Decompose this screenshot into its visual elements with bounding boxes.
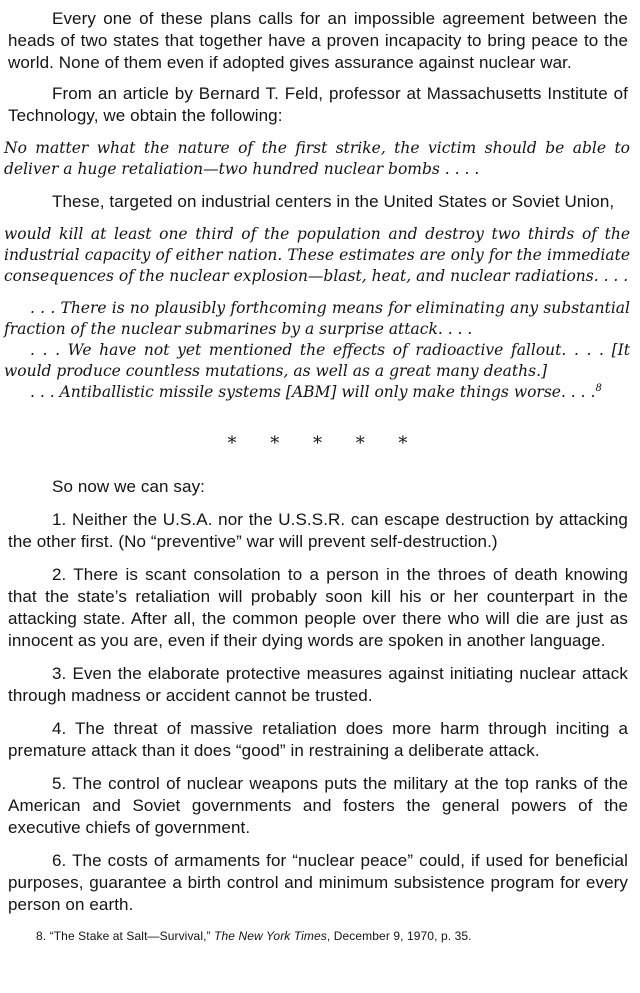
list-item-1: 1. Neither the U.S.A. nor the U.S.S.R. can escape destruction by attacking the other first. (No “preventive” war will prevent self-destruction.) <box>8 510 628 551</box>
list-item-5: 5. The control of nuclear weapons puts the military at the top ranks of the American and Soviet governments and fosters the general powers of the executive chiefs of government. <box>8 774 628 837</box>
footnote-text-pre: “The Stake at Salt—Survival,” <box>46 929 215 943</box>
footnote-number: 8. <box>36 929 47 943</box>
list-item-3: 3. Even the elaborate protective measures against initiating nuclear attack through madness or accident cannot be trusted. <box>8 664 628 705</box>
quote-would-kill: would kill at least one third of the population and destroy two thirds of the industrial capacity of either nation. These estimates are only for the immediate consequences of the nuclear explosion—blast, heat, and nuclear radiations. . . . <box>4 225 630 285</box>
footnote <box>8 929 628 944</box>
list-item-2: 2. There is scant consolation to a person in the throes of death knowing that the state’s retaliation will probably soon kill his or her counterpart in the attacking state. After all, the common people over there who will die are just as innocent as you are, even if their dying words are spoken in another language. <box>8 565 628 650</box>
paragraph-these-targeted: These, targeted on industrial centers in the United States or Soviet Union, <box>52 192 615 211</box>
quote-abm <box>4 382 630 403</box>
quote-submarines: . . . There is no plausibly forthcoming means for eliminating any substantial fraction of the nuclear submarines by a surprise attack. . . . <box>4 299 630 338</box>
quote-fallout: . . . We have not yet mentioned the effects of radioactive fallout. . . . [It would produce countless mutations, as well as a great many deaths.] <box>4 341 630 380</box>
paragraph-feld-intro: From an article by Bernard T. Feld, professor at Massachusetts Institute of Technology, we obtain the following: <box>8 84 628 125</box>
footnote-text-post: , December 9, 1970, p. 35. <box>326 929 472 943</box>
paragraph-so-now: So now we can say: <box>52 477 205 496</box>
footnote-reference: 8 <box>595 382 602 394</box>
quote-abm-text: . . . Antiballistic missile systems [ABM] will only make things worse. . . . <box>30 383 596 401</box>
section-separator: * * * * * <box>227 433 409 454</box>
paragraph-intro: Every one of these plans calls for an impossible agreement between the heads of two states that together have a proven incapacity to bring peace to the world. None of them even if adopted gives assurance against nuclear war. <box>8 9 628 72</box>
list-item-4: 4. The threat of massive retaliation does more harm through inciting a premature attack than it does “good” in restraining a deliberate attack. <box>8 719 628 760</box>
list-item-6: 6. The costs of armaments for “nuclear peace” could, if used for beneficial purposes, guarantee a birth control and minimum subsistence program for every person on earth. <box>8 851 628 914</box>
quote-first-strike: No matter what the nature of the first strike, the victim should be able to deliver a huge retaliation—two hundred nuclear bombs . . . . <box>4 139 630 178</box>
footnote-source: The New York Times <box>214 929 327 943</box>
